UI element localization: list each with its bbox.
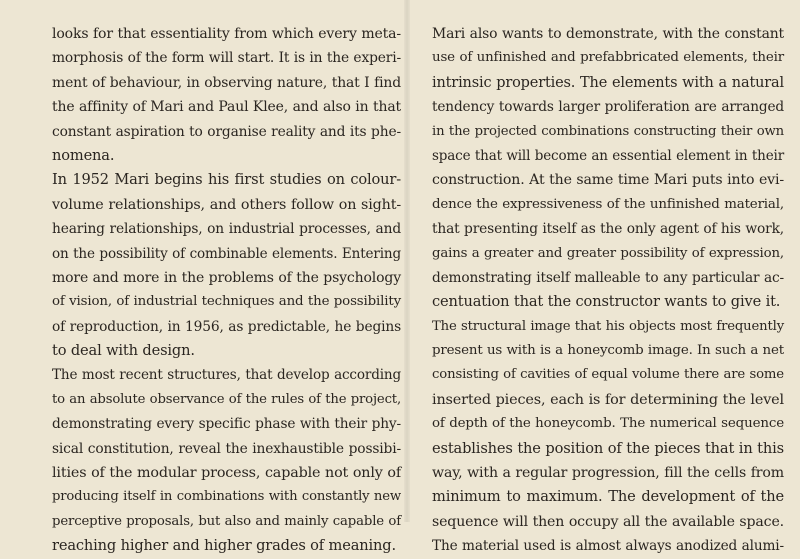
text-line: reaching higher and higher grades of meaning. <box>52 537 396 555</box>
text-line: centuation that the constructor wants to give it. <box>432 293 781 311</box>
text-line: volume relationships, and others follow on sight- <box>52 196 401 213</box>
text-line: demonstrating itself malleable to any particular ac- <box>432 269 784 286</box>
text-line: perceptive proposals, but also and mainly capable of <box>52 513 401 529</box>
text-line: consisting of cavities of equal volume there are some <box>432 367 784 383</box>
text-line: inserted pieces, each is for determining the level <box>432 391 784 408</box>
page-gutter <box>404 0 410 522</box>
text-line: lities of the modular process, capable not only of <box>52 465 401 482</box>
text-line: sical constitution, reveal the inexhaustible possibi- <box>52 440 401 457</box>
text-line: nomena. <box>52 146 115 164</box>
text-line: morphosis of the form will start. It is in the experi- <box>52 50 401 67</box>
text-line: intrinsic properties. The elements with a natural <box>432 74 784 91</box>
text-line: more and more in the problems of the psychology <box>52 269 401 286</box>
text-line: that presenting itself as the only agent of his work, <box>432 221 784 238</box>
text-line: present us with is a honeycomb image. In such a net <box>432 343 784 359</box>
text-line: The most recent structures, that develop according <box>52 367 401 384</box>
text-line: to an absolute observance of the rules of the project, <box>52 391 401 407</box>
text-line: of reproduction, in 1956, as predictable, he begins <box>52 318 401 335</box>
text-line: Mari also wants to demonstrate, with the constant <box>432 26 784 42</box>
text-line: ment of behaviour, in observing nature, that I find <box>52 74 401 91</box>
text-line: on the possibility of combinable elements. Entering <box>52 245 401 262</box>
text-line: in the projected combinations constructing their own <box>432 123 784 139</box>
text-line: gains a greater and greater possibility of expression, <box>432 245 784 261</box>
text-line: sequence will then occupy all the available space. <box>432 513 784 530</box>
left-page-text <box>52 22 401 559</box>
text-line: hearing relationships, on industrial processes, and <box>52 221 401 238</box>
text-line: minimum to maximum. The development of the <box>432 488 784 506</box>
text-line: space that will become an essential element in their <box>432 147 784 164</box>
text-line: demonstrating every specific phase with their phy- <box>52 416 401 433</box>
text-line: establishes the position of the pieces that in this <box>432 439 784 457</box>
text-line: looks for that essentiality from which every meta- <box>52 26 401 42</box>
text-line: use of unfinished and prefabbricated elements, their <box>432 50 784 66</box>
text-line: The material used is almost always anodized alumi- <box>432 538 784 555</box>
text-line: to deal with design. <box>52 342 195 360</box>
text-line: of vision, of industrial techniques and the possibility <box>52 294 401 310</box>
text-line: way, with a regular progression, fill the cells from <box>432 465 784 482</box>
text-line: the affinity of Mari and Paul Klee, and also in that <box>52 99 401 116</box>
text-line: tendency towards larger proliferation are arranged <box>432 99 784 116</box>
right-page-text <box>432 22 784 559</box>
text-line: construction. At the same time Mari puts into evi- <box>432 172 784 189</box>
text-line: producing itself in combinations with constantly new <box>52 489 401 505</box>
text-line: of depth of the honeycomb. The numerical sequence <box>432 416 784 432</box>
text-line: The structural image that his objects most frequently <box>432 318 784 334</box>
text-line: dence the expressiveness of the unfinished material, <box>432 196 784 212</box>
text-line: In 1952 Mari begins his first studies on colour- <box>52 171 401 189</box>
text-line: constant aspiration to organise reality and its phe- <box>52 123 401 140</box>
